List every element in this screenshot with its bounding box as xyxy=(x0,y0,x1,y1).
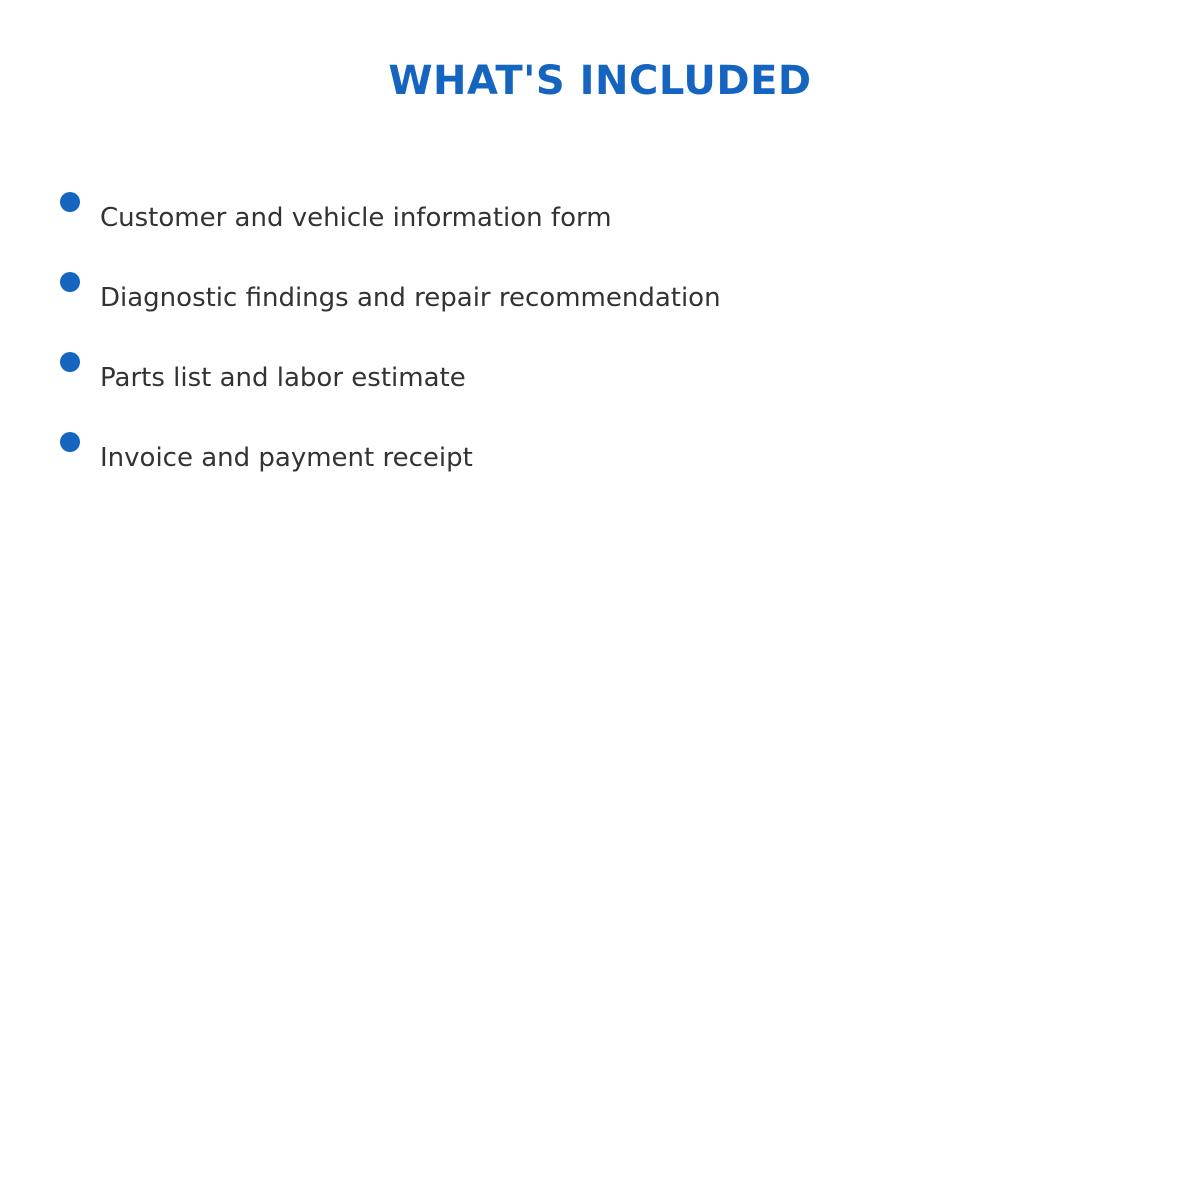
bullet-dot-icon xyxy=(60,192,80,212)
bullet-dot-icon xyxy=(60,432,80,452)
bullet-dot-icon xyxy=(60,352,80,372)
list-item-label: Customer and vehicle information form xyxy=(100,203,612,233)
list-item-label: Parts list and labor estimate xyxy=(100,363,466,393)
page-title: WHAT'S INCLUDED xyxy=(388,58,812,104)
list-item-label: Invoice and payment receipt xyxy=(100,443,473,473)
bullet-dot-icon xyxy=(60,272,80,292)
list-item-label: Diagnostic findings and repair recommendation xyxy=(100,283,721,313)
